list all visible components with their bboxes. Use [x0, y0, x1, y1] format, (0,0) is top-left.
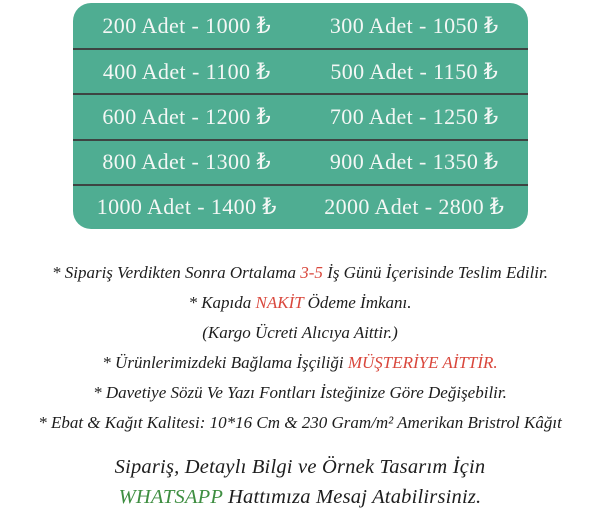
text-segment: * Ebat & Kağıt Kalitesi: 10*16 Cm & 230 Gram/m² Amerikan Bristrol Kâğıt — [38, 413, 562, 432]
text-segment: Hattımıza Mesaj Atabilirsiniz. — [222, 486, 482, 508]
note-delivery-time — [0, 258, 600, 288]
price-cell: 200 Adet - 1000 ₺ — [102, 12, 272, 38]
footer-contact-intro: Sipariş, Detaylı Bilgi ve Örnek Tasarım İçin — [114, 456, 486, 478]
highlighted-text: MÜŞTERİYE AİTTİR. — [347, 353, 498, 372]
highlighted-text: 3-5 — [300, 263, 323, 282]
price-cell: 1000 Adet - 1400 ₺ — [96, 194, 277, 220]
text-segment: İş Günü İçerisinde Teslim Edilir. — [322, 263, 548, 282]
price-cell: 400 Adet - 1100 ₺ — [102, 58, 271, 84]
note-cash-payment — [0, 288, 600, 318]
price-row — [73, 48, 528, 93]
text-segment: (Kargo Ücreti Alıcıya Aittir.) — [202, 323, 398, 342]
price-cell: 300 Adet - 1050 ₺ — [329, 12, 499, 38]
price-table — [73, 3, 528, 229]
text-segment: Ödeme İmkanı. — [303, 293, 412, 312]
note-size-paper-quality — [0, 408, 600, 438]
text-segment: * Ürünlerimizdeki Bağlama İşçiliği — [102, 353, 348, 372]
text-segment: * Kapıda — [188, 293, 256, 312]
text-segment: * Sipariş Verdikten Sonra Ortalama — [52, 263, 301, 282]
note-shipping-fee — [0, 318, 600, 348]
note-font-customization — [0, 378, 600, 408]
price-cell: 600 Adet - 1200 ₺ — [102, 103, 272, 129]
price-row — [73, 3, 528, 48]
highlighted-text: NAKİT — [255, 293, 304, 312]
price-row — [73, 93, 528, 138]
price-cell: 900 Adet - 1350 ₺ — [329, 149, 499, 175]
price-cell: 700 Adet - 1250 ₺ — [329, 103, 499, 129]
footer-whatsapp-line — [0, 482, 600, 512]
note-binding-labor — [0, 348, 600, 378]
notes-section — [0, 258, 600, 438]
price-cell: 2000 Adet - 2800 ₺ — [324, 194, 505, 220]
text-segment: * Davetiye Sözü Ve Yazı Fontları İsteğinize Göre Değişebilir. — [93, 383, 507, 402]
price-cell: 800 Adet - 1300 ₺ — [102, 149, 272, 175]
price-row — [73, 139, 528, 184]
highlighted-text: WHATSAPP — [118, 486, 223, 508]
price-row — [73, 184, 528, 229]
footer-section — [0, 452, 600, 512]
price-cell: 500 Adet - 1150 ₺ — [330, 58, 499, 84]
